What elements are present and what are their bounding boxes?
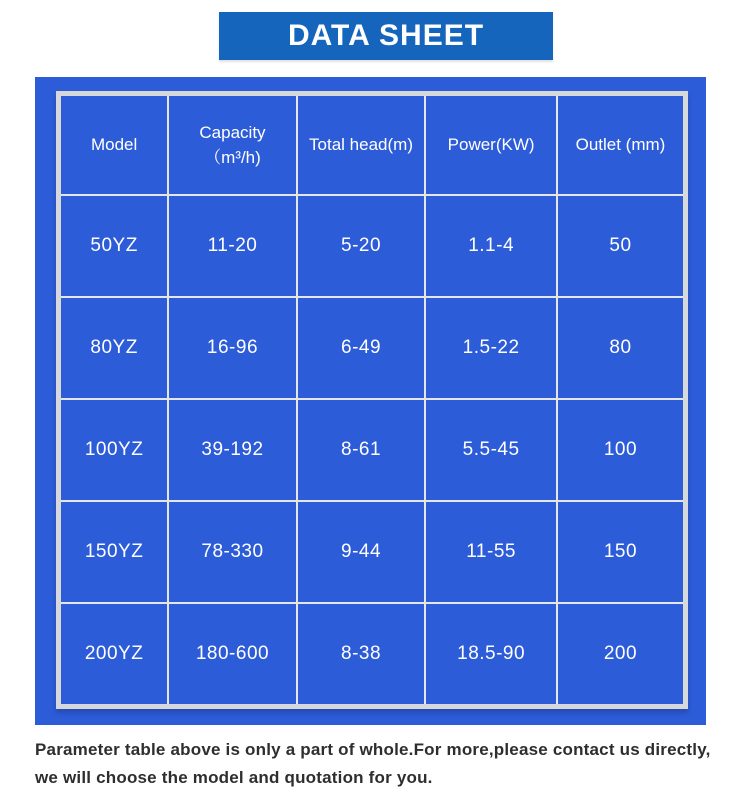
cell-model: 150YZ: [59, 501, 169, 603]
cell-power: 18.5-90: [425, 603, 557, 707]
table-row: [59, 399, 686, 501]
cell-power: 1.5-22: [425, 297, 557, 399]
column-header-outlet: Outlet (mm): [557, 94, 686, 196]
column-header-power: Power(KW): [425, 94, 557, 196]
spec-table-panel: [35, 77, 706, 725]
cell-capacity: 39-192: [168, 399, 297, 501]
table-row: [59, 501, 686, 603]
cell-power: 5.5-45: [425, 399, 557, 501]
cell-model: 100YZ: [59, 399, 169, 501]
cell-total-head: 6-49: [297, 297, 426, 399]
cell-outlet: 50: [557, 195, 686, 297]
cell-outlet: 80: [557, 297, 686, 399]
cell-power: 1.1-4: [425, 195, 557, 297]
cell-total-head: 8-61: [297, 399, 426, 501]
cell-capacity: 11-20: [168, 195, 297, 297]
cell-outlet: 150: [557, 501, 686, 603]
cell-model: 50YZ: [59, 195, 169, 297]
cell-outlet: 100: [557, 399, 686, 501]
footer-note: Parameter table above is only a part of whole.For more,please contact us directly, we will choose the model and quotation for you.: [35, 740, 711, 788]
cell-capacity: 180-600: [168, 603, 297, 707]
table-header-row: [59, 94, 686, 196]
cell-total-head: 9-44: [297, 501, 426, 603]
column-header-total-head: Total head(m): [297, 94, 426, 196]
title-banner: [219, 12, 553, 60]
page-title: DATA SHEET: [287, 19, 485, 52]
cell-total-head: 5-20: [297, 195, 426, 297]
table-row: [59, 297, 686, 399]
table-row: [59, 603, 686, 707]
table-row: [59, 195, 686, 297]
column-header-capacity: Capacity （m³/h): [168, 94, 297, 196]
cell-outlet: 200: [557, 603, 686, 707]
cell-model: 80YZ: [59, 297, 169, 399]
cell-model: 200YZ: [59, 603, 169, 707]
cell-capacity: 78-330: [168, 501, 297, 603]
cell-power: 11-55: [425, 501, 557, 603]
cell-capacity: 16-96: [168, 297, 297, 399]
spec-table: [56, 91, 688, 709]
column-header-model: Model: [59, 94, 169, 196]
cell-total-head: 8-38: [297, 603, 426, 707]
